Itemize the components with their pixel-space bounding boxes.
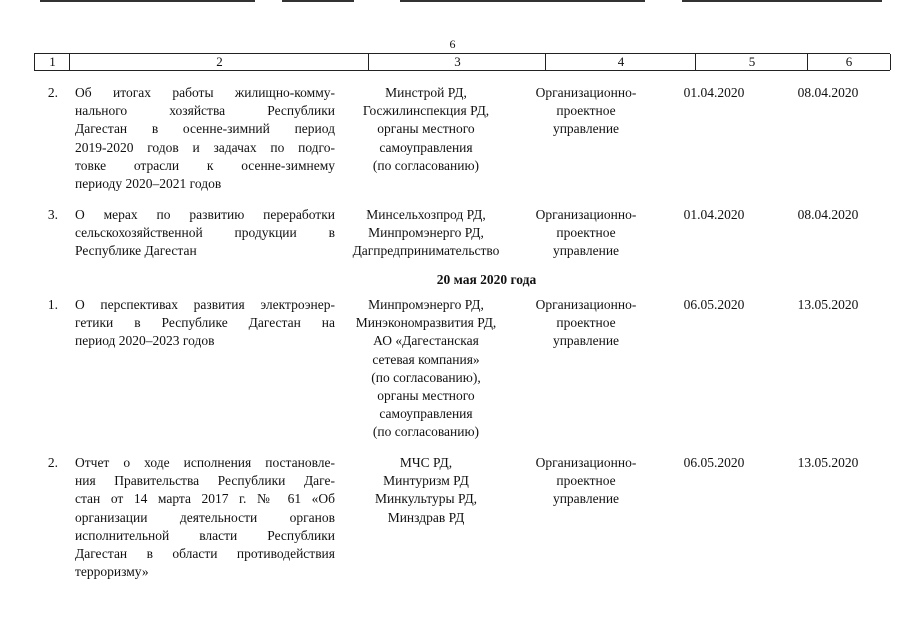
section-title: 20 мая 2020 года (436, 272, 537, 287)
executor-line: Минтуризм РД (383, 473, 469, 489)
row-form (521, 296, 651, 351)
column-header-6: 6 (807, 54, 891, 70)
description-line: стан от 14 марта 2017 г. № 61 «Об (75, 491, 335, 507)
description-line: гетики в Республике Дагестан на (75, 315, 335, 331)
form-line: Организационно- (535, 297, 637, 312)
row-description (75, 454, 335, 581)
form-line: проектное (556, 315, 616, 331)
description-line: исполнительной власти Республики (75, 527, 335, 543)
row-form (521, 206, 651, 261)
executor-line: сетевая компания» (372, 351, 480, 367)
row-form (521, 84, 651, 139)
description-line: Отчет о ходе исполнения постановле- (75, 455, 335, 470)
row-number: 1. (47, 297, 58, 312)
row-description (75, 296, 335, 351)
executor-line: Минэкономразвития РД, (355, 315, 497, 331)
executor-line: Минздрав РД (387, 509, 465, 525)
executor-line: АО «Дагестанская (373, 333, 479, 349)
executor-line: Минсельхозпрод РД, (366, 207, 486, 222)
form-line: проектное (556, 103, 616, 119)
executor-line: (по согласованию) (372, 424, 480, 440)
executor-line: Минстрой РД, (385, 85, 467, 100)
executor-line: (по согласованию) (372, 157, 480, 173)
executor-line: самоуправления (379, 406, 473, 422)
description-line: 2019-2020 годов и задачах по подго- (75, 139, 335, 155)
description-line: Дагестан в осенне-зимний период (75, 121, 335, 137)
form-line: Организационно- (535, 85, 637, 100)
description-line: период 2020–2023 годов (75, 333, 215, 349)
row-description (75, 84, 335, 193)
executor-line: МЧС РД, (399, 455, 453, 470)
row-date-meeting: 08.04.2020 (797, 207, 859, 222)
row-date-meeting: 08.04.2020 (797, 85, 859, 100)
executor-line: Госжилинспекция РД, (362, 103, 490, 119)
executor-line: органы местного (377, 121, 475, 137)
row-date-submission: 06.05.2020 (683, 455, 745, 470)
description-line: ния Правительства Республики Даге- (75, 473, 335, 489)
form-line: управление (552, 491, 620, 507)
row-date-submission: 06.05.2020 (683, 297, 745, 312)
description-line: Республике Дагестан (75, 243, 197, 259)
form-line: Организационно- (535, 207, 637, 222)
row-description (75, 206, 335, 261)
column-header-1: 1 (34, 54, 70, 70)
description-line: товке отрасли к осенне-зимнему (75, 157, 335, 173)
form-line: Организационно- (535, 455, 637, 470)
row-date-meeting: 13.05.2020 (797, 455, 859, 470)
executor-line: (по согласованию), (371, 369, 481, 385)
page-number: 6 (449, 37, 456, 51)
row-date-meeting: 13.05.2020 (797, 297, 859, 312)
row-number: 2. (47, 85, 58, 100)
description-line: О мерах по развитию переработки (75, 207, 335, 222)
executor-line: самоуправления (379, 139, 473, 155)
row-executors (342, 206, 510, 261)
row-date-submission: 01.04.2020 (683, 207, 745, 222)
table-header-row (34, 53, 890, 71)
row-date-submission: 01.04.2020 (683, 85, 745, 100)
description-line: нального хозяйства Республики (75, 103, 335, 119)
description-line: О перспективах развития электроэнер- (75, 297, 335, 312)
column-header-3: 3 (368, 54, 546, 70)
column-header-5: 5 (695, 54, 808, 70)
column-header-4: 4 (545, 54, 696, 70)
row-number: 2. (47, 455, 58, 470)
description-line: Об итогах работы жилищно-комму- (75, 85, 335, 100)
description-line: Дагестан в области противодействия (75, 546, 335, 562)
description-line: периоду 2020–2021 годов (75, 176, 222, 192)
executor-line: Дагпредпринимательство (352, 243, 500, 259)
row-executors (342, 84, 510, 175)
scan-edge-marks (0, 0, 905, 3)
executor-line: Минкультуры РД, (374, 491, 478, 507)
form-line: проектное (556, 225, 616, 241)
executor-line: Минпромэнерго РД, (368, 225, 484, 241)
form-line: управление (552, 121, 620, 137)
column-header-2: 2 (69, 54, 369, 70)
form-line: проектное (556, 473, 616, 489)
row-executors (342, 296, 510, 442)
form-line: управление (552, 243, 620, 259)
description-line: организации деятельности органов (75, 509, 335, 525)
executor-line: Минпромэнерго РД, (368, 297, 484, 312)
row-executors (342, 454, 510, 527)
form-line: управление (552, 333, 620, 349)
row-number: 3. (47, 207, 58, 222)
executor-line: органы местного (377, 388, 475, 404)
description-line: сельскохозяйственной продукции в (75, 225, 335, 241)
row-form (521, 454, 651, 509)
description-line: терроризму» (75, 564, 149, 580)
